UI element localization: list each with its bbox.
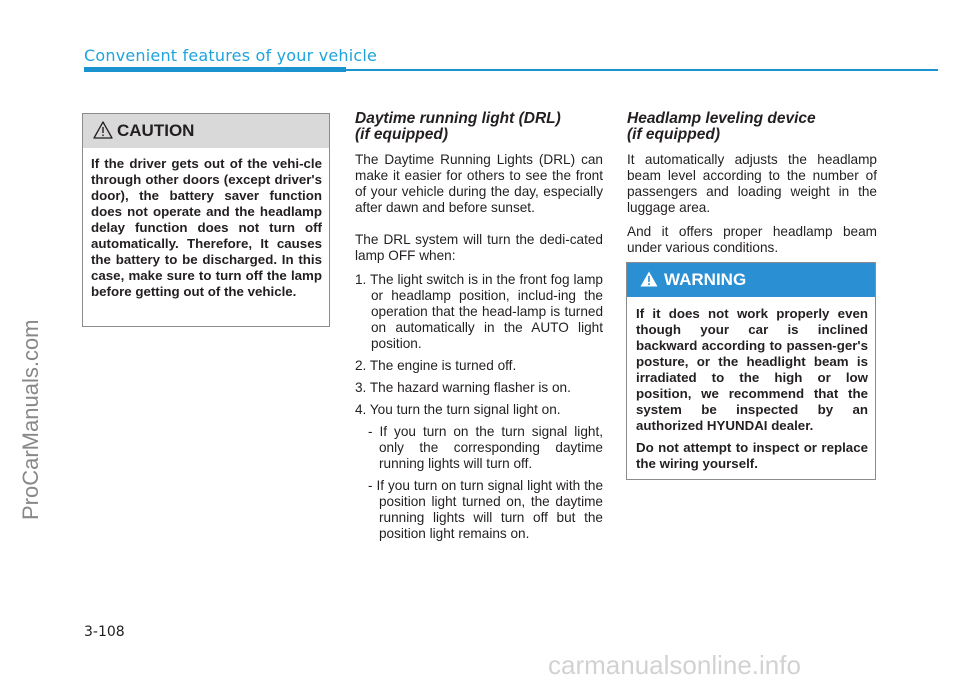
list-item: 2. The engine is turned off.: [355, 358, 517, 373]
warning-box: [626, 262, 876, 480]
header-rule: [346, 69, 938, 71]
warning-para2: Do not attempt to inspect or replace the wiring yourself.: [636, 440, 868, 471]
warning-header: [627, 263, 875, 297]
sub-list-item: - If you turn on turn signal light with the position light turned on, the daytime running lights will turn off but the position light remains on.: [368, 478, 603, 541]
list-item: 4. You turn the turn signal light on.: [355, 402, 561, 417]
caution-triangle-icon: [93, 120, 113, 140]
leveling-para2: And it offers proper headlamp beam under various conditions.: [627, 224, 877, 255]
warning-triangle-icon: [640, 271, 658, 287]
warning-text: [627, 297, 875, 472]
warning-label: WARNING: [664, 270, 747, 289]
caution-box: [82, 113, 330, 327]
header-accent-bar: [84, 67, 346, 72]
side-watermark: ProCarManuals.com: [18, 319, 43, 520]
section-header-title: Convenient features of your vehicle: [84, 46, 378, 65]
bottom-watermark: carmanualsonline.info: [548, 650, 801, 680]
leveling-heading-line1: Headlamp leveling device: [627, 110, 816, 127]
drl-intro: The Daytime Running Lights (DRL) can make it easier for others to see the front of your vehicle during the day, especially after dawn and before sunset.: [355, 152, 603, 215]
drl-section: [355, 111, 603, 548]
page-number: 3-108: [84, 624, 125, 640]
list-item: 3. The hazard warning flasher is on.: [355, 380, 571, 395]
drl-heading-line1: Daytime running light (DRL): [355, 110, 561, 127]
leveling-para1: It automatically adjusts the headlamp beam level according to the number of passengers and loading weight in the luggage area.: [627, 152, 877, 215]
leveling-heading: [627, 111, 877, 143]
drl-conditions-intro: The DRL system will turn the dedi-cated lamp OFF when:: [355, 232, 603, 263]
drl-heading: [355, 111, 603, 143]
caution-text: If the driver gets out of the vehi-cle through other doors (except driver's door), the battery saver function does not operate and the headlamp delay function does not turn off automatically. Therefore, It causes the battery to be discharged. In this case, make sure to turn off the lamp before getting out of the vehicle.: [91, 156, 322, 299]
warning-para1: If it does not work properly even though your car is inclined backward according to passen-ger's posture, or the headlight beam is irradiated to the high or low position, we recommend that the system be inspected by an authorized HYUNDAI dealer.: [636, 306, 868, 433]
drl-heading-line2: (if equipped): [355, 126, 448, 143]
sub-list-item: - If you turn on the turn signal light, only the corresponding daytime running lights will turn off.: [368, 424, 603, 471]
leveling-heading-line2: (if equipped): [627, 126, 720, 143]
leveling-section: [627, 111, 877, 264]
caution-header: [83, 114, 329, 148]
list-item: 1. The light switch is in the front fog lamp or headlamp position, includ-ing the operation that the head-lamp is turned on automatically in the AUTO light position.: [355, 272, 603, 351]
caution-label: CAUTION: [117, 121, 195, 140]
